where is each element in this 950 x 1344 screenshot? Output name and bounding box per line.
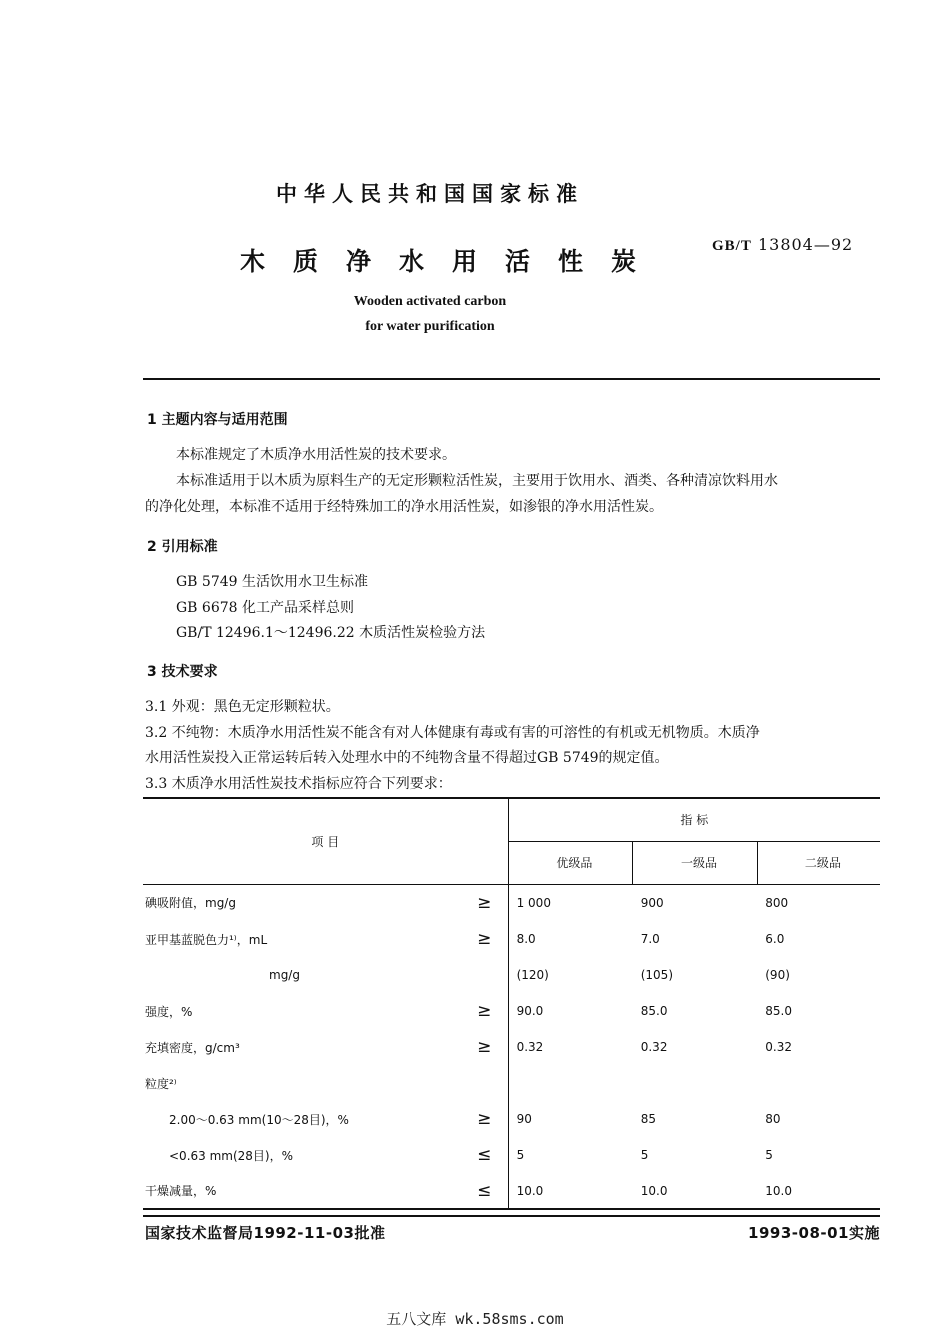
section-1-para-2a: 本标准适用于以木质为原料生产的无定形颗粒活性炭，主要用于饮用水、酒类、各种清凉饮料用水 [176, 473, 778, 489]
row-operator: ≤ [477, 1180, 492, 1201]
row-value: (105) [640, 968, 674, 982]
table-row [143, 1065, 880, 1101]
row-operator: ≥ [477, 1001, 492, 1021]
section-1-heading: 1 主题内容与适用范围 [147, 412, 288, 428]
row-operator [477, 957, 508, 993]
row-value: 10.0 [765, 1183, 792, 1198]
table-header-item: 项 目 [143, 798, 508, 884]
row-value: 0.32 [640, 1040, 668, 1054]
table-row [143, 993, 880, 1029]
row-value: 5 [640, 1148, 649, 1162]
row-value [508, 1065, 633, 1101]
row-value: 8.0 [508, 921, 633, 957]
row-value: 7.0 [640, 932, 660, 946]
footer-rule [143, 1215, 880, 1217]
row-operator: ≥ [477, 929, 492, 949]
row-item: 强度，% [145, 1004, 193, 1019]
row-value: 0.32 [508, 1029, 633, 1065]
row-value: 80 [765, 1112, 781, 1126]
row-value: 85.0 [765, 1004, 792, 1018]
row-value: 85.0 [640, 1004, 668, 1018]
table-row [143, 921, 880, 957]
document-title-en-line2: for water purification [365, 319, 495, 334]
row-value: 10.0 [640, 1183, 668, 1198]
row-operator: ≥ [477, 1037, 492, 1057]
row-value [633, 1065, 758, 1101]
row-item: 2.00～0.63 mm(10～28目)，% [169, 1112, 349, 1127]
grade-first: 一级品 [633, 841, 758, 884]
row-value: (90) [765, 968, 790, 982]
section-3-heading: 3 技术要求 [147, 664, 218, 680]
clause-3-2a: 3.2 不纯物：木质净水用活性炭不能含有对人体健康有毒或有害的可溶性的有机或无机物质。木质净 [145, 725, 760, 741]
grade-second: 二级品 [757, 841, 880, 884]
table-row [143, 1137, 880, 1173]
row-value [757, 1065, 880, 1101]
row-value: 85 [640, 1112, 657, 1126]
reference-item: GB 5749 生活饮用水卫生标准 [176, 574, 369, 590]
row-item: 充填密度，g/cm³ [145, 1040, 240, 1055]
row-operator: ≥ [477, 1109, 492, 1129]
row-item: 亚甲基蓝脱色力¹⁾，mL [145, 932, 268, 947]
row-value: 0.32 [765, 1040, 792, 1054]
effective-date: 1993-08-01实施 [748, 1224, 880, 1242]
row-operator [477, 1065, 508, 1101]
header-rule [143, 378, 880, 380]
clause-3-1: 3.1 外观：黑色无定形颗粒状。 [145, 699, 340, 715]
row-item: mg/g [269, 968, 300, 982]
section-2-heading: 2 引用标准 [147, 539, 218, 555]
row-value: 1 000 [508, 884, 633, 921]
row-value: 5 [765, 1148, 773, 1162]
grade-premium: 优级品 [508, 841, 633, 884]
document-title-en-line1: Wooden activated carbon [353, 294, 507, 309]
row-item: 粒度²⁾ [145, 1076, 177, 1091]
row-item: 干燥减量，% [145, 1184, 217, 1198]
row-value: (120) [508, 957, 633, 993]
clause-3-2b: 水用活性炭投入正常运转后转入处理水中的不纯物含量不得超过GB 5749的规定值。 [145, 750, 669, 766]
row-operator: ≤ [477, 1145, 492, 1165]
document-title-cn: 木质净水用活性炭 [240, 247, 665, 276]
standard-code-number: 13804—92 [757, 235, 854, 254]
standard-code [712, 235, 853, 255]
table-row [143, 1029, 880, 1065]
national-standard-heading: 中华人民共和国国家标准 [276, 182, 584, 206]
row-item: <0.63 mm(28目)，% [169, 1148, 294, 1163]
row-value: 90 [508, 1101, 633, 1137]
clause-3-3: 3.3 木质净水用活性炭技术指标应符合下列要求： [145, 776, 452, 792]
row-operator: ≥ [477, 892, 492, 913]
table-row [143, 1101, 880, 1137]
row-item: 碘吸附值，mg/g [145, 896, 236, 911]
row-value: 6.0 [765, 932, 785, 946]
reference-item: GB/T 12496.1～12496.22 木质活性炭检验方法 [176, 625, 486, 641]
table-row [143, 957, 880, 993]
row-value: 800 [765, 895, 789, 910]
row-value: 90.0 [508, 993, 633, 1029]
spec-table [143, 797, 880, 1210]
section-1-para-2b: 的净化处理，本标准不适用于经特殊加工的净水用活性炭，如渗银的净水用活性炭。 [145, 499, 663, 515]
section-1-para-1: 本标准规定了木质净水用活性炭的技术要求。 [176, 447, 456, 463]
table-row [143, 1173, 880, 1209]
row-value: 900 [640, 895, 664, 910]
watermark: 五八文库 wk.58sms.com [386, 1310, 564, 1328]
standard-code-prefix: GB/T [712, 238, 752, 254]
table-row [143, 884, 880, 921]
reference-item: GB 6678 化工产品采样总则 [176, 600, 355, 616]
table-header-index: 指 标 [508, 798, 880, 841]
row-value: 10.0 [508, 1173, 633, 1209]
row-value: 5 [508, 1137, 633, 1173]
approval-line: 国家技术监督局1992-11-03批准 [145, 1224, 386, 1242]
